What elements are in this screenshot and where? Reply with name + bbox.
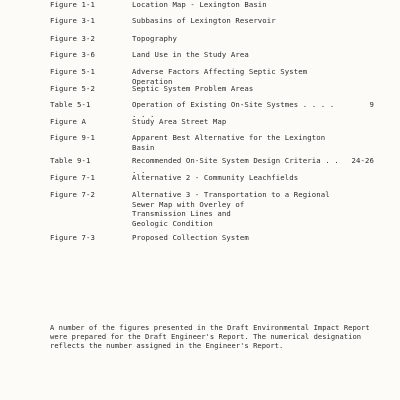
figure-label: Figure 1-1 <box>50 0 95 9</box>
figure-label: Figure 7-3 <box>50 233 95 242</box>
figure-label: Figure 5-2 <box>50 84 95 93</box>
page-number: 9 <box>369 100 374 109</box>
figure-title: Land Use in the Study Area <box>132 50 249 59</box>
figure-label: Figure 3-6 <box>50 50 95 59</box>
page-number: 24-26 <box>351 156 374 165</box>
figure-title: Study Area Street Map <box>132 117 227 126</box>
figure-title: Subbasins of Lexington Reservoir <box>132 16 276 25</box>
figure-label: Figure 3-2 <box>50 34 95 43</box>
figure-title: Proposed Collection System <box>132 233 249 242</box>
figure-title: Adverse Factors Affecting Septic System Operation <box>132 67 308 86</box>
figure-title: Topography <box>132 34 177 43</box>
figure-label: Figure 3-1 <box>50 16 95 25</box>
table-title: Operation of Existing On-Site Systmes . . . . . . . <box>132 100 335 119</box>
figure-title: Alternative 3 - Transportation to a Regional Sewer Map with Overley of Transmission Lines and Geologic Condition <box>132 190 330 228</box>
figure-label: Figure 7-1 <box>50 173 95 182</box>
footnote-paragraph: A number of the figures presented in the Draft Environmental Impact Report were prepared for the Draft Engineer's Report. The numerical designation reflects the number assigned in the Engineer's Report. <box>50 323 370 350</box>
figure-label: Figure 7-2 <box>50 190 95 199</box>
figure-label: Figure 5-1 <box>50 67 95 76</box>
table-title: Recommended On-Site System Design Criteria . . . . <box>132 156 339 175</box>
figure-label: Figure 9-1 <box>50 133 95 142</box>
figure-title: Apparent Best Alternative for the Lexington Basin <box>132 133 326 152</box>
table-label: Table 9-1 <box>50 156 91 165</box>
figure-title: Location Map - Lexington Basin <box>132 0 267 9</box>
figure-label: Figure A <box>50 117 86 126</box>
figure-title: Alternative 2 - Community Leachfields <box>132 173 299 182</box>
figure-title: Septic System Problem Areas <box>132 84 254 93</box>
table-label: Table 5-1 <box>50 100 91 109</box>
